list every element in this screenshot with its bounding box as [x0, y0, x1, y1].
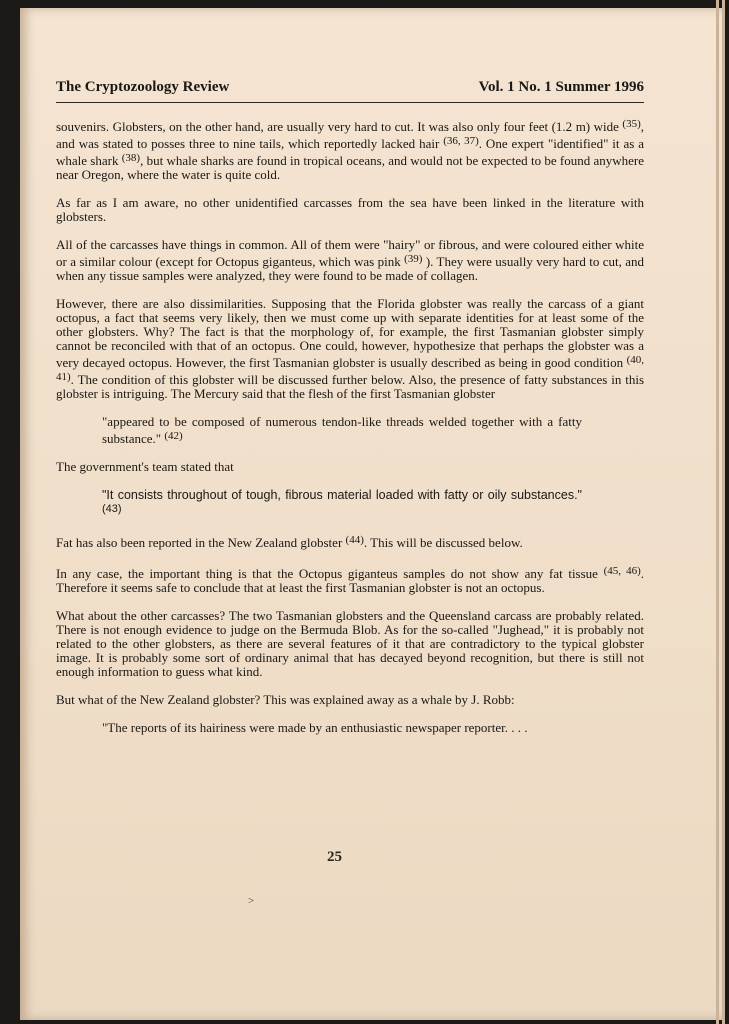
text-run: Fat has also been reported in the New Zealand globster — [56, 535, 346, 550]
citation: (45, 46) — [603, 565, 641, 577]
paragraph-octopus-conclusion — [56, 564, 644, 595]
running-header — [56, 80, 644, 102]
paragraph-souvenirs — [56, 117, 644, 182]
text-run: . The condition of this globster will be discussed further below. Also, the presence of fatty substances in this globster is intriguing. The Mercury said that the flesh of the first Tasmanian globster — [56, 372, 644, 401]
line-government-team: The government's team stated that — [56, 459, 234, 474]
quote-text: "It consists throughout of tough, fibrous material loaded with fatty or oily substances." — [102, 488, 582, 502]
paragraph-dissimilarities — [56, 297, 644, 401]
citation: (44) — [345, 534, 364, 546]
text-run: . One expert "identified" it as a whale shark — [56, 136, 644, 168]
block-quote-robb: "The reports of its hairiness were made by an enthusiastic newspaper reporter. . . . — [102, 720, 528, 735]
text-run: souvenirs. Globsters, on the other hand, are usually very hard to cut. It was also only four feet (1.2 m) wide — [56, 119, 623, 134]
text-run: In any case, the important thing is that the Octopus giganteus samples do not show any fat tissue — [56, 566, 604, 581]
text-run: All of the carcasses have things in common. All of them were "hairy" or fibrous, and were coloured either white or a similar colour (except for Octopus giganteus, which was pink — [56, 237, 644, 269]
page-edge — [722, 0, 725, 1024]
paragraph-other-carcasses: What about the other carcasses? The two Tasmanian globsters and the Queensland carcass are probably related. There is not enough evidence to judge on the Bermuda Blob. As for the so-called "Jughead," it is probably not related to the other globsters, as there are several features of it that are contradictory to the typical globster image. It is probably some sort of ordinary animal that has decayed beyond recognition, but there is still not enough information to guess what kind. — [56, 608, 644, 679]
page-number: 25 — [327, 849, 342, 865]
text-run: , and was stated to posses three to nine tails, which reportedly lacked hair — [56, 119, 644, 151]
header-rule — [56, 102, 644, 103]
text-run: , but whale sharks are found in tropical oceans, and would not be expected to be found anywhere near Oregon, where the water is quite cold. — [56, 153, 644, 182]
citation: (43) — [102, 503, 122, 515]
citation: (36, 37) — [443, 135, 479, 147]
citation: (40, 41) — [56, 354, 644, 383]
block-quote-mercury — [102, 415, 582, 446]
page-edge — [716, 0, 719, 1024]
journal-title: The Cryptozoology Review — [56, 79, 230, 95]
paragraph-common-traits — [56, 238, 644, 283]
text-run: ). They were usually very hard to cut, and when any tissue samples were analyzed, they were found to be made of collagen. — [56, 254, 645, 283]
text-run: . Therefore it seems safe to conclude that at least the first Tasmanian globster is not an octopus. — [56, 566, 644, 595]
quote-text: "appeared to be composed of numerous tendon-like threads welded together with a fatty substance." — [102, 414, 582, 446]
citation: (42) — [164, 430, 183, 442]
journal-page — [56, 80, 644, 749]
citation: (38) — [121, 152, 141, 164]
line-new-zealand-globster: But what of the New Zealand globster? This was explained away as a whale by J. Robb: — [56, 692, 515, 707]
text-run: However, there are also dissimilarities. Supposing that the Florida globster was really the carcass of a giant octopus, a fact that seems very likely, then we must come up with separate identities for at least some of the other globsters. Why? The fact is that the morphology of, for example, the first Tasmanian globster simply cannot be reconciled with that of an octopus. One could, however, hypothesize that perhaps the globster was a very decayed octopus. However, the first Tasmanian globster is usually described as being in good condition — [56, 296, 644, 370]
citation: (35) — [622, 118, 641, 130]
block-quote-government — [102, 488, 582, 519]
text-run: . This will be discussed below. — [363, 535, 523, 550]
issue-info: Vol. 1 No. 1 Summer 1996 — [478, 79, 644, 95]
paragraph-no-other-carcasses: As far as I am aware, no other unidentified carcasses from the sea have been linked in the literature with globsters. — [56, 195, 644, 224]
pencil-mark: > — [248, 895, 255, 907]
citation: (39) — [404, 253, 423, 265]
paragraph-fat-new-zealand — [56, 533, 644, 550]
